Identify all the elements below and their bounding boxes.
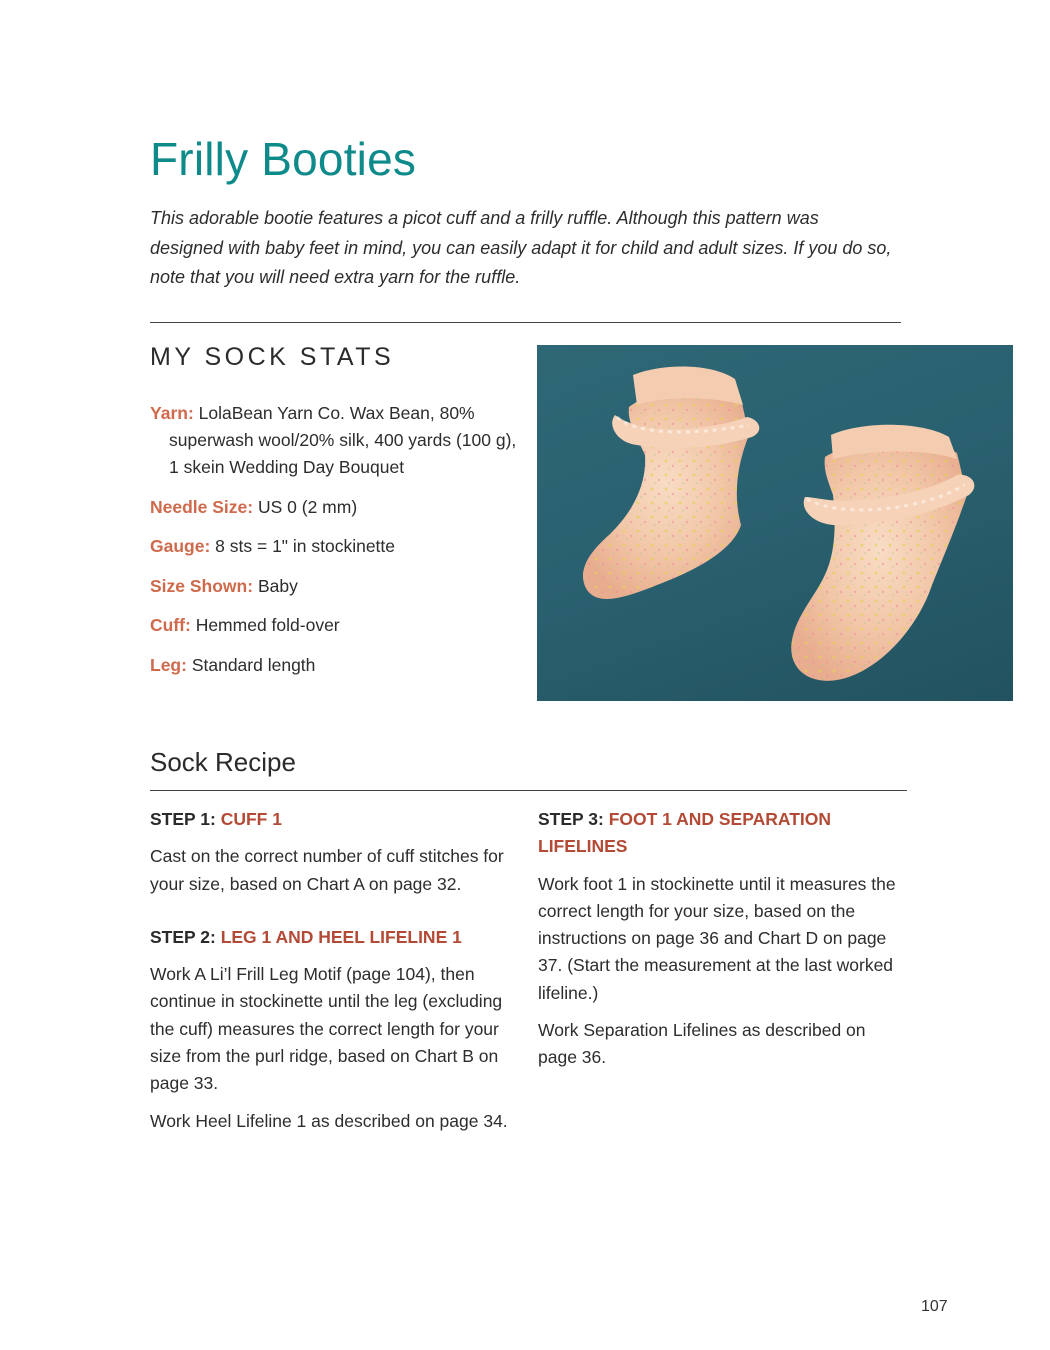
step-2-heading (150, 924, 512, 951)
stat-yarn (150, 400, 520, 481)
step-prefix: STEP 1: (150, 809, 221, 829)
booties-illustration (537, 345, 1013, 701)
stat-value: LolaBean Yarn Co. Wax Bean, 80% superwash wool/20% silk, 400 yards (100 g), 1 skein Wedding Day Bouquet (169, 403, 517, 477)
step-name: CUFF 1 (220, 809, 282, 829)
booties-photo (537, 345, 1013, 701)
step-3-heading (538, 806, 900, 861)
recipe-column-left (150, 806, 512, 1145)
page-title: Frilly Booties (150, 133, 417, 185)
sock-stats-heading: MY SOCK STATS (150, 343, 395, 371)
recipe-column-right (538, 806, 900, 1082)
stat-needle-size (150, 494, 520, 521)
stat-label: Size Shown: (150, 575, 254, 596)
stat-value: 8 sts = 1" in stockinette (215, 536, 396, 556)
sock-recipe-heading: Sock Recipe (150, 747, 296, 777)
stat-value: Hemmed fold-over (195, 615, 340, 635)
step-name: LEG 1 AND HEEL LIFELINE 1 (220, 926, 462, 947)
step-1-heading (150, 806, 512, 833)
stat-gauge (150, 533, 520, 560)
stat-value: Baby (257, 575, 298, 596)
stat-value: US 0 (2 mm) (257, 496, 358, 517)
step-prefix: STEP 2: (150, 926, 221, 947)
left-bootie (583, 366, 759, 599)
step-2-text: Work A Li’l Frill Leg Motif (page 104), then continue in stockinette until the leg (excluding the cuff) measures the correct length for your size from the purl ridge, based on Chart B on page 33. (150, 964, 503, 1094)
stat-cuff (150, 612, 520, 639)
step-prefix: STEP 3: (538, 809, 609, 829)
step-1-text: Cast on the correct number of cuff stitches for your size, based on Chart A on page 32. (150, 846, 504, 894)
stat-leg (150, 652, 520, 679)
stat-label: Needle Size: (150, 496, 254, 517)
stat-size-shown (150, 573, 520, 600)
step-3-text: Work foot 1 in stockinette until it measures the correct length for your size, based on the instructions on page 36 and Chart D on page 37. (Start the measurement at the last worked lifeline.) (538, 873, 896, 1003)
intro-paragraph: This adorable bootie features a picot cuff and a frilly ruffle. Although this pattern was designed with baby feet in mind, you can easily adapt it for child and adult sizes. If you do so, note that you will need extra yarn for the ruffle. (150, 208, 892, 287)
step-2-text-2: Work Heel Lifeline 1 as described on page 34. (150, 1110, 508, 1131)
right-bootie (791, 425, 974, 681)
step-name: FOOT 1 AND SEPARATION LIFELINES (538, 809, 832, 857)
sock-stats-list (150, 400, 520, 691)
page-number: 107 (921, 1298, 948, 1315)
stat-value: Standard length (191, 654, 316, 675)
stat-label: Yarn: (150, 403, 194, 423)
stat-label: Leg: (150, 654, 187, 675)
divider-recipe (150, 790, 907, 791)
step-3-text-2: Work Separation Lifelines as described on page 36. (538, 1020, 866, 1068)
divider-top (150, 322, 901, 323)
stat-label: Cuff: (150, 615, 191, 635)
stat-label: Gauge: (150, 536, 211, 556)
